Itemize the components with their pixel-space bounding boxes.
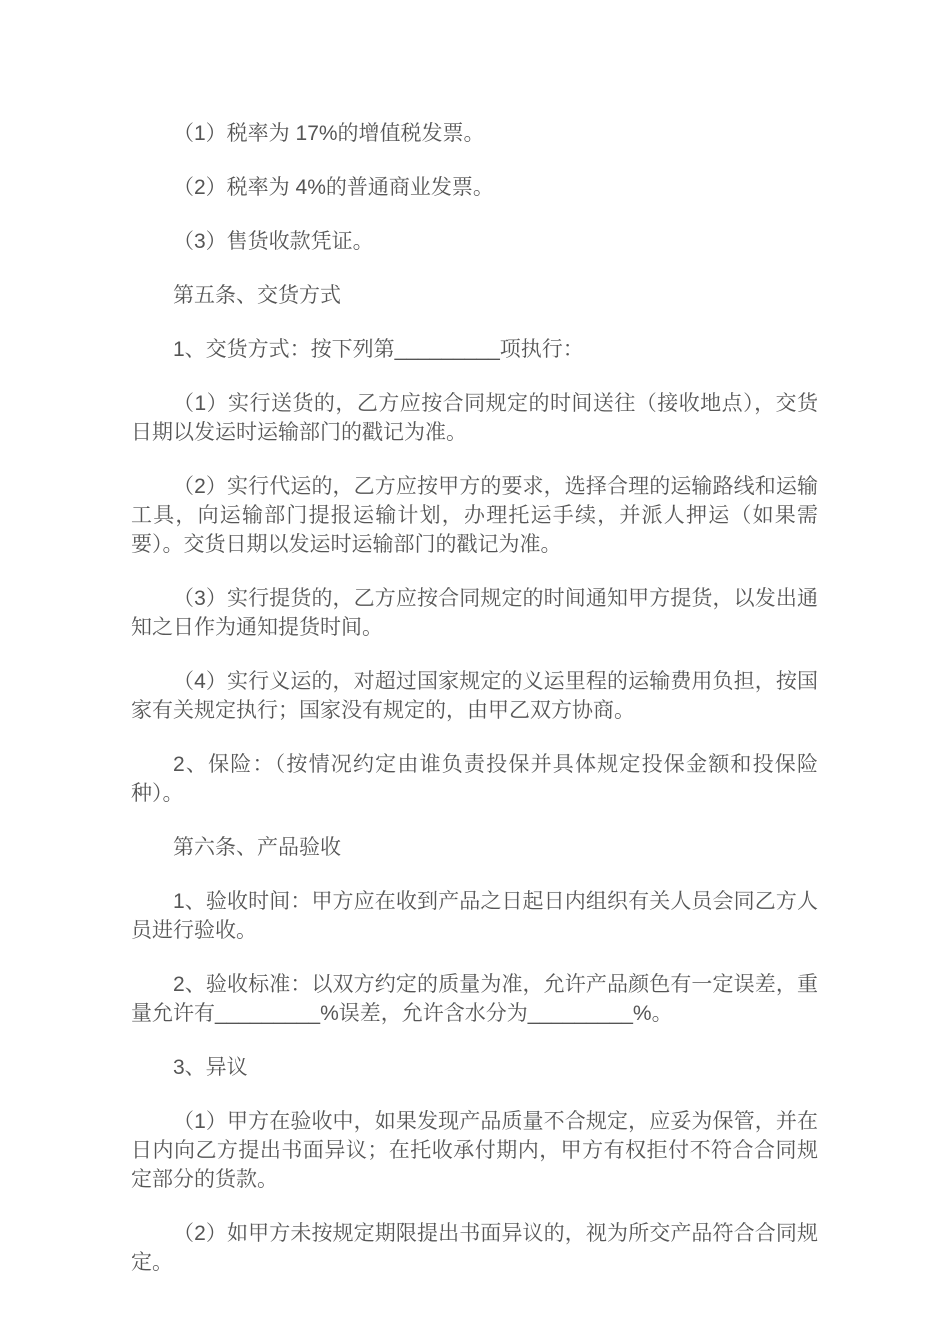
list-item-tax-4: （2）税率为 4%的普通商业发票。: [173, 176, 494, 199]
item-objection-2: （2）如甲方未按规定期限提出书面异议的，视为所交产品符合合同规定。: [131, 1222, 818, 1274]
item-delivery-send: （1）实行送货的，乙方应按合同规定的时间送往（接收地点），交货日期以发运时运输部门的戳记为准。: [131, 392, 818, 444]
item-delivery-consign: （2）实行代运的，乙方应按甲方的要求，选择合理的运输路线和运输工具，向运输部门提报运输计划，办理托运手续，并派人押运（如果需要）。交货日期以发运时运输部门的戳记为准。: [131, 475, 818, 556]
clause-delivery-method: 1、交货方式：按下列第_________项执行：: [173, 338, 584, 361]
list-item-tax-17: （1）税率为 17%的增值税发票。: [173, 122, 485, 145]
clause-insurance: 2、保险：（按情况约定由谁负责投保并具体规定投保金额和投保险种）。: [131, 753, 818, 805]
item-objection-1: （1）甲方在验收中，如果发现产品质量不合规定，应妥为保管，并在日内向乙方提出书面异议；在托收承付期内，甲方有权拒付不符合合同规定部分的货款。: [131, 1110, 818, 1191]
item-delivery-yiyun: （4）实行义运的，对超过国家规定的义运里程的运输费用负担，按国家有关规定执行；国家没有规定的，由甲乙双方协商。: [131, 670, 818, 722]
clause-objection: 3、异议: [173, 1056, 248, 1079]
clause-inspection-time: 1、验收时间：甲方应在收到产品之日起日内组织有关人员会同乙方人员进行验收。: [131, 890, 818, 942]
heading-article-5: 第五条、交货方式: [173, 284, 341, 307]
heading-article-6: 第六条、产品验收: [173, 836, 341, 859]
item-delivery-pickup: （3）实行提货的，乙方应按合同规定的时间通知甲方提货，以发出通知之日作为通知提货时间。: [131, 587, 818, 639]
clause-inspection-standard: 2、验收标准：以双方约定的质量为准，允许产品颜色有一定误差，重量允许有_________%误差，允许含水分为_________%。: [131, 973, 818, 1025]
list-item-sales-receipt: （3）售货收款凭证。: [173, 230, 374, 253]
